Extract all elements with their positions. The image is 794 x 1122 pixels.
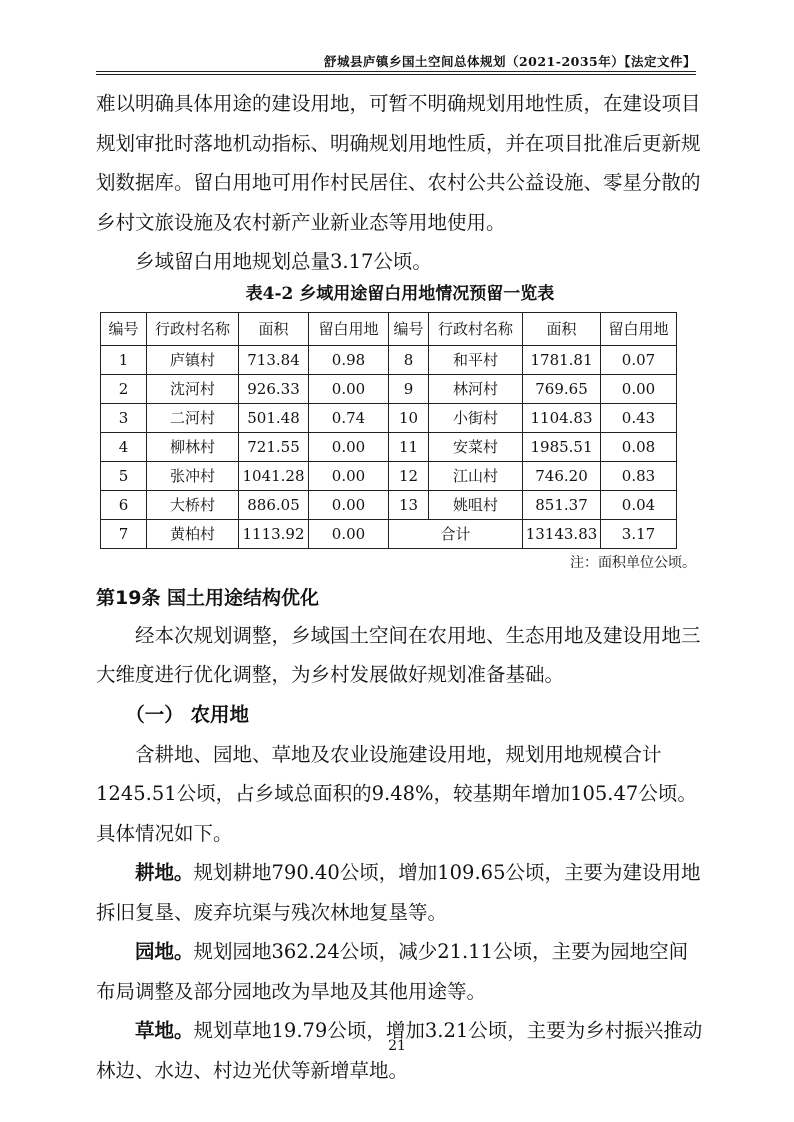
- table-cell: 13: [389, 490, 429, 519]
- page-header: 舒城县庐镇乡国土空间总体规划（2021-2035年）【法定文件】: [323, 54, 696, 69]
- table-cell: 1985.51: [523, 432, 601, 461]
- table-cell: 2: [101, 374, 147, 403]
- table-row: [101, 345, 677, 374]
- table-cell: 0.04: [601, 490, 677, 519]
- item-text: 规划耕地790.40公顷，增加109.65公顷，主要为建设用地拆旧复垦、废弃坑渠与残次林地复垦等。: [96, 861, 701, 924]
- table-cell: 1781.81: [523, 345, 601, 374]
- table-cell: 沈河村: [147, 374, 239, 403]
- table-row: [101, 403, 677, 432]
- total-area-cell: 13143.83: [523, 519, 601, 548]
- article-heading: 第19条 国土用途结构优化: [96, 586, 320, 609]
- item-text: 规划园地362.24公顷，减少21.11公顷，主要为园地空间布局调整及部分园地改为旱地及其他用途等。: [96, 940, 689, 1003]
- item-term: 园地。: [135, 940, 194, 963]
- table-cell: 和平村: [429, 345, 523, 374]
- table-cell: 7: [101, 519, 147, 548]
- table-cell: 林河村: [429, 374, 523, 403]
- table-cell: 0.00: [601, 374, 677, 403]
- col-header-reserve: 留白用地: [601, 312, 677, 345]
- reserve-land-table: [100, 312, 677, 549]
- table-cell: 1041.28: [239, 461, 309, 490]
- table-cell: 0.00: [309, 432, 389, 461]
- table-cell: 1113.92: [239, 519, 309, 548]
- col-header-area: 面积: [239, 312, 309, 345]
- table-cell: 3: [101, 403, 147, 432]
- table-caption: 表4-2 乡域用途留白用地情况预留一览表: [245, 283, 555, 304]
- table-note: 注：面积单位公顷。: [570, 554, 696, 571]
- table-cell: 0.74: [309, 403, 389, 432]
- col-header-village: 行政村名称: [429, 312, 523, 345]
- item-term: 耕地。: [135, 861, 194, 884]
- table-cell: 746.20: [523, 461, 601, 490]
- col-header-reserve: 留白用地: [309, 312, 389, 345]
- table-cell: 二河村: [147, 403, 239, 432]
- table-cell: 0.83: [601, 461, 677, 490]
- table-cell: 501.48: [239, 403, 309, 432]
- section-paragraph: 含耕地、园地、草地及农业设施建设用地，规划用地规模合计1245.51公顷，占乡域总面积的9.48%，较基期年增加105.47公顷。具体情况如下。: [96, 742, 697, 845]
- item-cultivated-land: [96, 853, 704, 932]
- table-row: [101, 461, 677, 490]
- table-header-row: [101, 312, 677, 345]
- total-label-cell: 合计: [389, 519, 523, 548]
- article-paragraph: 经本次规划调整，乡域国土空间在农用地、生态用地及建设用地三大维度进行优化调整，为乡村发展做好规划准备基础。: [96, 623, 701, 686]
- table-cell: 1: [101, 345, 147, 374]
- table-cell: 12: [389, 461, 429, 490]
- intro-paragraph: 难以明确具体用途的建设用地，可暂不明确规划用地性质，在建设项目规划审批时落地机动指标、明确规划用地性质，并在项目批准后更新规划数据库。留白用地可用作村民居住、农村公共公益设施、零星分散的乡村文旅设施及农村新产业新业态等用地使用。: [96, 92, 701, 234]
- item-text: 规划草地19.79公顷，增加3.21公顷，主要为乡村振兴推动林边、水边、村边光伏等新增草地。: [96, 1019, 703, 1082]
- table-row-total: [101, 519, 677, 548]
- table-cell: 926.33: [239, 374, 309, 403]
- table-cell: 10: [389, 403, 429, 432]
- table-cell: 721.55: [239, 432, 309, 461]
- table-cell: 姚咀村: [429, 490, 523, 519]
- col-header-id: 编号: [101, 312, 147, 345]
- col-header-id: 编号: [389, 312, 429, 345]
- header-divider: [96, 71, 696, 75]
- table-cell: 0.00: [309, 374, 389, 403]
- page-body: [96, 84, 704, 1090]
- item-term: 草地。: [135, 1019, 194, 1042]
- table-cell: 0.00: [309, 490, 389, 519]
- table-cell: 0.08: [601, 432, 677, 461]
- table-row: [101, 432, 677, 461]
- total-reserve-cell: 3.17: [601, 519, 677, 548]
- table-cell: 0.00: [309, 519, 389, 548]
- table-cell: 0.43: [601, 403, 677, 432]
- item-garden-land: [96, 932, 704, 1011]
- table-cell: 1104.83: [523, 403, 601, 432]
- table-cell: 小街村: [429, 403, 523, 432]
- table-cell: 江山村: [429, 461, 523, 490]
- table-cell: 713.84: [239, 345, 309, 374]
- col-header-area: 面积: [523, 312, 601, 345]
- table-cell: 0.98: [309, 345, 389, 374]
- table-cell: 851.37: [523, 490, 601, 519]
- table-cell: 安菜村: [429, 432, 523, 461]
- table-cell: 黄柏村: [147, 519, 239, 548]
- col-header-village: 行政村名称: [147, 312, 239, 345]
- table-cell: 769.65: [523, 374, 601, 403]
- table-row: [101, 490, 677, 519]
- table-cell: 8: [389, 345, 429, 374]
- table-cell: 张冲村: [147, 461, 239, 490]
- intro-total: 乡域留白用地规划总量3.17公顷。: [135, 250, 432, 273]
- table-cell: 9: [389, 374, 429, 403]
- table-cell: 柳林村: [147, 432, 239, 461]
- table-cell: 5: [101, 461, 147, 490]
- table-cell: 6: [101, 490, 147, 519]
- page-number: 21: [388, 1038, 406, 1054]
- table-row: [101, 374, 677, 403]
- table-cell: 11: [389, 432, 429, 461]
- table-cell: 庐镇村: [147, 345, 239, 374]
- section-heading: （一） 农用地: [125, 702, 250, 726]
- table-cell: 大桥村: [147, 490, 239, 519]
- table-cell: 886.05: [239, 490, 309, 519]
- table-cell: 0.07: [601, 345, 677, 374]
- table-cell: 4: [101, 432, 147, 461]
- table-cell: 0.00: [309, 461, 389, 490]
